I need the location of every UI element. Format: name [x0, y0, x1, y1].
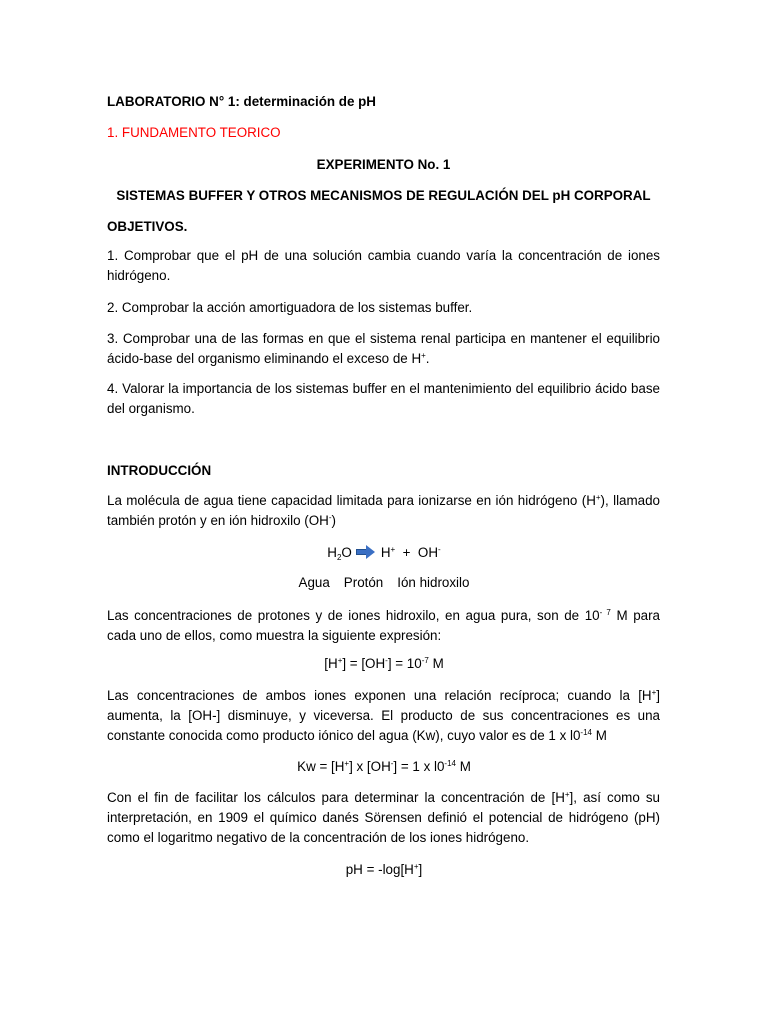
right-arrow-icon	[356, 546, 375, 558]
concentration-equation: $[H^+] = [OH^-] = 10^{-7}$ M	[324, 656, 444, 671]
label-hidroxilo: Ión hidroxilo	[397, 575, 470, 590]
objective-item-1: 1. Comprobar que el pH de una solución cambia cuando varía la concentración de iones hidrógeno.	[107, 248, 660, 283]
intro-paragraph-2: Las concentraciones de protones y de iones hidroxilo, en agua pura, son de $10^{- 7}$ M para cada uno de ellos, como muestra la siguiente expresión:	[107, 608, 660, 643]
ph-equation: pH = -log[H+]	[345, 862, 423, 877]
experiment-title: EXPERIMENTO No. 1	[316, 157, 451, 172]
equation-labels	[0, 573, 768, 593]
intro-paragraph-4: Con el fin de facilitar los cálculos para determinar la concentración de [H+], así como su interpretación, en 1909 el químico danés Sörensen definió el potencial de hidrógeno (pH) como el logaritmo negativo de la concentración de los iones hidrógeno.	[107, 790, 660, 845]
intro-paragraph-1: La molécula de agua tiene capacidad limitada para ionizarse en ión hidrógeno (H+), llamado también protón y en ión hidroxilo (OH-)	[107, 493, 661, 528]
label-agua: Agua	[298, 575, 330, 590]
introduction-heading: INTRODUCCIÓN	[107, 463, 212, 478]
objective-item-4: 4. Valorar la importancia de los sistemas buffer en el mantenimiento del equilibrio ácido base del organismo.	[107, 381, 660, 416]
section-title: 1. FUNDAMENTO TEORICO	[107, 125, 281, 140]
experiment-subtitle: SISTEMAS BUFFER Y OTROS MECANISMOS DE REGULACIÓN DEL pH CORPORAL	[116, 188, 651, 203]
intro-paragraph-3: Las concentraciones de ambos iones exponen una relación recíproca; cuando la [H+] aumenta, la [OH-] disminuye, y viceversa. El producto de sus concentraciones es una constante conocida como producto iónico del agua (Kw), cuyo valor es de 1 x $l0^{-14}$ M	[107, 688, 660, 743]
objectives-heading: OBJETIVOS.	[107, 219, 188, 234]
objective-item-2: 2. Comprobar la acción amortiguadora de los sistemas buffer.	[107, 300, 473, 315]
kw-equation: Kw = [H+] x [OH-] = 1 x $l0^{-14}$ M	[297, 759, 471, 774]
lab-title: LABORATORIO N° 1: determinación de pH	[107, 94, 376, 109]
label-proton: Protón	[343, 575, 384, 590]
objective-item-3: 3. Comprobar una de las formas en que el sistema renal participa en mantener el equilibrio ácido-base del organismo eliminando el exceso de H+.	[107, 331, 660, 366]
water-ionization-equation: $H_2O$ H+ + OH-	[327, 545, 441, 562]
